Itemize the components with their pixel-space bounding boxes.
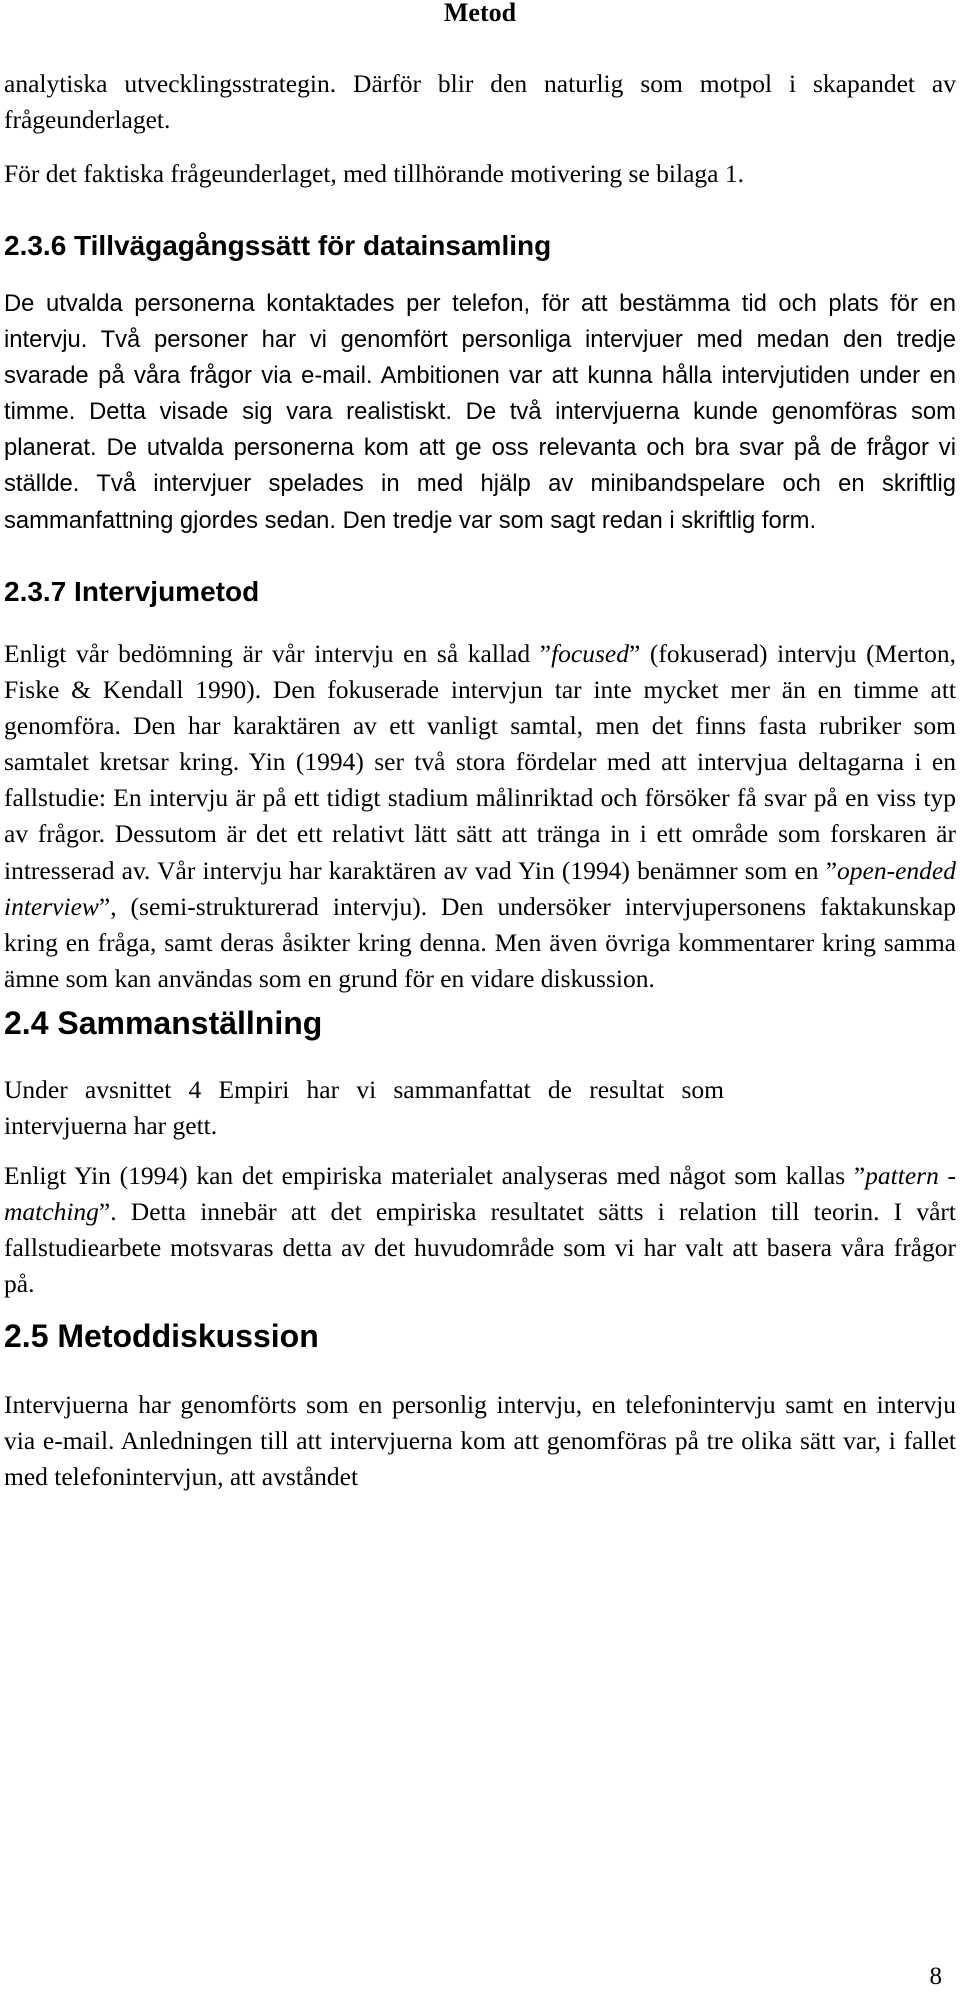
text-run: ”, (semi-strukturerad intervju). Den undersöker intervjupersonens faktakunskap kring en fråga, samt deras åsikter kring denna. Men även övriga kommentarer kring samma ämne som kan användas som en grund för en vidare diskussion. xyxy=(4,891,956,993)
paragraph-intro-2: För det faktiska frågeunderlaget, med tillhörande motivering se bilaga 1. xyxy=(4,159,744,188)
section-heading-236 xyxy=(4,230,551,262)
section-heading-237: 2.3.7 Intervjumetod xyxy=(4,576,260,607)
running-header: Metod xyxy=(443,0,517,27)
text-run: ” (fokuserad) intervju (Merton, Fiske & Kendall 1990). Den fokuserade intervjun tar inte mycket mer än en timme att genomföra. Den har karaktären av ett vanligt samtal, men det finns fasta rubriker som samtalet kretsar kring. Yin (1994) ser två stora fördelar med att intervjua deltagarna i en fallstudie: En intervju är på ett tidigt stadium målinriktad och försöker få svar på en viss typ av frågor. Dessutom är det ett relativt lätt sätt att tränga in i ett område som forskaren är intresserad av. Vår intervju har karaktären av vad Yin (1994) benämner som en ” xyxy=(4,639,956,885)
paragraph-sammanstallning-2 xyxy=(4,1158,956,1302)
italic-term-open-ended: open-ended interview xyxy=(4,855,956,921)
text-run: Enligt vår bedömning är vår intervju en så kallad ” xyxy=(4,639,552,668)
section-heading-24: 2.4 Sammanställning xyxy=(4,1005,323,1041)
text-run: ”. Detta innebär att det empiriska resultatet sätts i relation till teorin. I vårt fallstudiearbete motsvaras detta av det huvudområde som vi har valt att basera våra frågor på. xyxy=(4,1197,956,1299)
section-heading-25: 2.5 Metoddiskussion xyxy=(4,1318,319,1354)
paragraph-metoddiskussion: Intervjuerna har genomförts som en personlig intervju, en telefonintervju samt en intervju via e-mail. Anledningen till att intervjuerna kom att genomföras på tre olika sätt var, i fallet med telefonintervjun, att avståndet xyxy=(4,1390,956,1492)
paragraph-intervjumetod xyxy=(4,636,956,997)
paragraph-intro-1: analytiska utvecklingsstrategin. Därför blir den naturlig som motpol i skapandet av frågeunderlaget. xyxy=(4,69,956,135)
paragraph-sammanstallning-1: Under avsnittet 4 Empiri har vi sammanfattat de resultat som intervjuerna har gett. xyxy=(4,1075,724,1141)
text-run: Enligt Yin (1994) kan det empiriska materialet analyseras med något som kallas ” xyxy=(4,1161,866,1190)
page-number: 8 xyxy=(929,1963,942,1990)
section-heading-236-text: 2.3.6 Tillvägagångssätt för datainsamling xyxy=(4,230,552,261)
paragraph-datainsamling: De utvalda personerna kontaktades per telefon, för att bestämma tid och plats för en intervju. Två personer har vi genomfört personliga intervjuer med medan den tredje svarade på våra frågor via e-mail. Ambitionen var att kunna hålla intervjutiden under en timme. Detta visade sig vara realistiskt. De två intervjuerna kunde genomföras som planerat. De utvalda personerna kom att ge oss relevanta och bra svar på de frågor vi ställde. Två intervjuer spelades in med hjälp av minibandspelare och en skriftlig sammanfattning gjordes sedan. Den tredje var som sagt redan i skriftlig form. xyxy=(4,290,956,534)
italic-term-pattern-matching: pattern - matching xyxy=(4,1161,957,1227)
italic-term-focused: focused xyxy=(551,639,629,668)
